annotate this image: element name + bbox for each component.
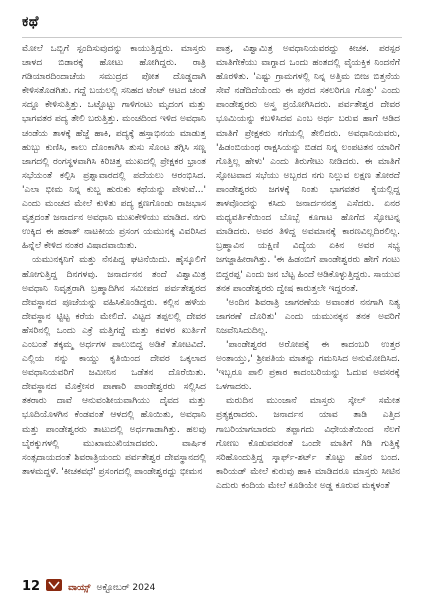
paragraph: ಮರುದಿನ ಮುಂಜಾನೆ ಮಾಸ್ತರು ಸ್ಕೇಲ್ ಸಮೇತ ಪ್ರತ್ಯಕ್ಷರಾದರು. ಜನಾರ್ದನ ಯಾವ ತಾಡಿ ಎತ್ತಿದ ಗಾಬರಿಯಾಗಬಾರದು ತಪ್ಪಾಗದು ವಿಧೇಯತೆಯಿಂದ ನೆಲಗೆ ಗೋಣು ಕೊಡುವವರಂತೆ ಒಂದೇ ಮಾತಿಗೆ ಗಿಡಿ ಗುತ್ತಿಕ್ಕೆ ಸರಿಹೊಂದುತ್ತಿದ್ದ ಸ್ಕಾರ್ಫ್-ಶರ್ಟ್ ತೊಟ್ಟು ಹೊರ ಬಂದ. ಕಾರಿಯಡ್ ಮೇಲೆ ಕುರುವು ಹಾಕಿ ಮಾಡಿದರೂ ಮಾಸ್ತರು ಸೀಟಿನ ಎದುರು ಕಂದಿಯ ಮೇಲೆ ಕೂಡಿಯೇ ಅಡ್ಡ ಕೂರುವ ಮಕ್ಕಳಂತೆ <box>216 396 400 491</box>
paragraph: 'ಅಂದಿನ ಶಿವರಾತ್ರಿ ಜಾಗರಣೆಯ ಅವಾಂತರ ನನಗಾಗಿ ನಿತ್ಯ ಜಾಗರಣೆ ದೊರಿತು' ಎಂದು ಯಮುನಕ್ಕನ ತನಕ ಅವರಿಗೆ ನಿಜವೆನಿಸಿದುದಿಲ್ಲ. <box>216 297 400 336</box>
right-column <box>216 42 400 562</box>
issue-date: ಅಕ್ಟೋಬರ್ 2024 <box>96 583 156 593</box>
page-number: 12 <box>22 579 41 594</box>
magazine-logo-icon <box>46 576 62 588</box>
paragraph: 'ಪಾಂಡೇಶ್ವರರ ಅರೋಪಕ್ಕೆ ಈ ಕಾದಂಬರಿ ಉತ್ತರ ಅಂತಾಯ್ತು,' ಶ್ರೀಪತಿಯ ಮಾತನ್ನು ಗಮನಿಸಿದ ಅನುಮೋದಿಸಿದ. 'ಇಬ್ಬರೂ ಪಾಲಿ ಪ್ರಕಾರ ಕಾದಂಬರಿಯನ್ನು ಓದುವ ಅವಸರಕ್ಕೆ ಒಳಗಾದರು. <box>216 339 400 393</box>
header-divider <box>22 37 402 38</box>
paragraph: ಪಾತ್ರ, ವಿಶ್ವಾಮಿತ್ರ ಅವಧಾನಿಯವರದ್ದು ಕೀಚಕ. ಪರಸ್ಪರ ಮಾತಿಗೇಕೆಯು ವಾಗ್ದಾದ ಒಂದು ಹಂತದಲ್ಲಿ ವೈಯಕ್ತಿಕ ನಿಂದನೆಗೆ ಹೊರಳಿತು. 'ಎಷ್ಟು ಗ್ರಾಮಗಳಲ್ಲಿ ನಿನ್ನ ಅತ್ತಿಮ ಬೀಜ ಬಿತ್ತನೆಯ ಸೇವೆ ನಡೆದಿದೆಯೆಂದು ಈ ಪುರದ ಸಕಲರಿಗೂ ಗೊತ್ತು' ಎಂದು ಪಾಂಡೇಶ್ವರರು ಅಸ್ತ್ರ ಪ್ರಯೋಗಿಸಿದರು. ಪರ್ವತೇಶ್ವರ ದೇವರ ಭೂಮಿಯನ್ನು ಕಬಳಿಸಿದವ ಎಂಬ ಅರ್ಥ ಬರುವ ಹಾಗೆ ಆಡಿದ ಮಾತಿಗೆ ಪ್ರೇಕ್ಷಕರು ನಗೆಯಲ್ಲಿ ತೇಲಿದರು. ಅವಧಾನಿಯವರು, 'ಹಿಡಂಬಿಯಂಥ ರಾಕ್ಷಸಿಯನ್ನು ಬಿಡದ ನಿನ್ನ ಲಂಪಟತನ ಯಾರಿಗೆ ಗೊತ್ತಿಲ್ಲ ಹೇಳು' ಎಂದು ತಿರುಗೇಟು ನೀಡಿದರು. ಈ ಮಾತಿಗೆ ಸ್ಫೋಟವಾದ ಸಭೆಯು ಅಬ್ಬರದ ನಗು ನಿಲ್ಲುವ ಲಕ್ಷಣ ತೋರದೆ ಪಾಂಡೇಶ್ವರರು ಜಗಳಕ್ಕೆ ನಿಂತು ಭಾಗವತರ ಕೈಯಲ್ಲಿದ್ದ ತಾಳವೊಂದನ್ನು ಕಸಿದು ಜನಾರ್ದನನತ್ತ ಎಸೆದರು. ಏನರ ಮಧ್ಯವರ್ತಿಕೆಯಿಂದ ಬೊಬ್ಬೆ ಕೂಗಾಟ ಹೊಗೆದ ಸ್ಫೋಟನ್ನ ಮಾಡಿದರು. ಅವರ ತಿಳಿದ್ದ ಅವಮಾನಕ್ಕೆ ಕಾರಣವಿಲ್ಲದಿರಲಿಲ್ಲ. ಬ್ರಹ್ಮಾವಿನ ಯಕ್ಷಿಣಿ ವಿದ್ಯೆಯ ಏಕಿನ ಅವರ ಸಭ್ಯ ಜಗಜ್ಜಾಹೀರಾಗಿತ್ತು. 'ಈ ಹಿಡಂಬಿಗೆ ಪಾಂಡೇಶ್ವರರು ಹೇಗೆ ಗಂಟು ಬಿದ್ದರಪ್ಪ' ಎಂದು ಜನ ಬೆಟ್ಟ ಹಿಂದೆ ಆಡಿಕೊಳ್ಳುತ್ತಿದ್ದರು. ಸಾಯುವ ತನಕ ಪಾಂಡೇಶ್ವರರು ದ್ವೇಷ ಕಾರುತ್ತಲೇ ಇದ್ದರಂತೆ. <box>216 44 400 294</box>
magazine-name: ವಾಯ್ಸ್ <box>68 583 91 593</box>
paragraph: ಮೋಲೆ ಒಬ್ಬಿಗೆ ಸ್ಪಂದಿಸುವುದನ್ನು ಕಾಯುತ್ತಿದ್ದರು. ಮಾಸ್ತರು ಚಾಳದ ಬಿಡಾರಕ್ಕೆ ಹೋಟು ಹೋಗಿದ್ದರು. ರಾತ್ರಿ ಗಡಿಯಾರದಿಂದಾಚೆಯ ಸಮುದ್ರದ ಪೋತ ದೊಡ್ಡದಾಗಿ ಕೇಳಿಸತೊಡಗಿತು. ಗದ್ದೆ ಬಯಲಲ್ಲಿ ಸನಿಹದ ಟೆಂಟ್ ಆಟದ ಚಂಡೆ ಸದ್ದೂ ಕೇಳಿಸುತ್ತಿತ್ತು. ಒಟ್ಟೊಟ್ಟು ಗಾಳಿಗಂಟು ಮೃದಂಗ ಮತ್ತು ಭಾಗವತರ ಪದ್ಯ ತೇಲಿ ಬರುತ್ತಿತ್ತು. ಮಂಚದಿಂದ ಇಳಿದ ಅವಧಾನಿ ಚಂಡೆಯ ತಾಳಕ್ಕೆ ಹೆಜ್ಜೆ ಹಾಕಿ, ಪದ್ಯಕ್ಕೆ ಹಸ್ತಾಭಿನಯ ಮಾಡುತ್ತ ಹುಬ್ಬು ಕುಣಿಸಿ, ಕಾಲು ದೊಂಕಾಗಿಸಿ ತುಸು ಸೊಂಟ ತಗ್ಗಿಸಿ ಸಣ್ಣ ಜಾಗದಲ್ಲಿ ರಂಗಸ್ಥಳವಾಗಿಸಿ ಕಿರಿಚಿತ್ತ ಮುಖದಲ್ಲಿ ಪ್ರೇಕ್ಷಕರ ಭ್ರಾಂತ ಸಭೆಯಂತೆ ಕಲ್ಪಿಸಿ ಪ್ರಶ್ನಾವಾರದಲ್ಲಿ ಪದೆಯಲು ಆರಂಭಿಸಿದ. 'ಎಲಾ ಭೀಮ ನಿನ್ನ ಕುಬ್ಜ ಹುರುಕು ಕಥೆಯನ್ನು ಪೇಳುವೆ...' ಎಂದು ಮಂಚದ ಮೇಲೆ ಕುಳಿತು ಪದ್ಯ ಕ್ಷಣಗೊಂಡು ರಾಜಭಾಸ ವೃತ್ತದಂತೆ ಜನಾರ್ದನ ಅವಧಾನಿ ಮುಖಕೇಳಿಯು ಮಾಡಿದ. ನಗು ಉಕ್ಕಿದ ಈ ಹಠಾತ್ ನಾಟಕೀಯ ಪ್ರಸಂಗ ಯಮುನಕ್ಕ ವಿವರಿಸಿದ ಹಿನ್ನೆಲೆ ಕೇಳಿದ ನಂತರ ವಿಷಾದವಾಯಿತು. <box>22 44 206 252</box>
paragraph: ಯಮುನಕ್ಕನಿಗೆ ಮತ್ತು ನೆನಪಿದ್ದ ಘಟನೆಯಿದು. ಹೈಸ್ಕೂಲಿಗೆ ಹೋಗುತ್ತಿದ್ದ ದಿನಗಳವು. ಜನಾರ್ದನನ ತಂದೆ ವಿಶ್ವಾಮಿತ್ರ ಅವಧಾನಿ ನಿವೃತ್ತರಾಗಿ ಬ್ರಹ್ಮಾದಿಗಿನ ಸಮೀಪದ ಪರ್ವತೇಶ್ವರದ ದೇವಸ್ಥಾನದ ಪೂಜೆಯನ್ನು ವಹಿಸಿಕೊಂಡಿದ್ದರು. ಕಲ್ಲಿನ ಹಳೆಯ ದೇವಸ್ಥಾನ ಟ್ಟಿಟ್ಟ ಕರೆಯ ಮೇಲಿದೆ. ವಿಟ್ಟದ ತಪ್ಪಲಲ್ಲಿ ದೇವರ ಹೆಸರಿನಲ್ಲಿ ಒಂದು ಎಕ್ರೆ ಮತ್ತಿಗದ್ದೆ ಮತ್ತು ಕವಳರ ಖುರ್ತಿಗೆ ಎಂಬಂತೆ ತಕ್ಕಮ್ಮ ಅರ್ಧಗಳ ಪಾಲುಬಿದ್ದ ಅಡಿಕೆ ತೋಟವಿದೆ. ಎಲ್ಲಿಯ ನನ್ನು ಕಾಯ್ದು ಕೃತಿಯಿಂದ ದೇವರ ಒಕ್ಕಲಾದ ಅವಧಾನಿಯವರಿಗೆ ಜಮೀನಿನ ಒಡೆತನ ದೊರೆಯಿತು. ದೇವಸ್ಥಾನದ ಮೊಕ್ತೇಸರ ಪಾಣಾರಿ ಪಾಂಡೇಶ್ವರರು ಸಲ್ಲಿಸಿದ ತಕರಾರು ದಾವೆ ಆನುವಂಶೀಯವಾಗಿಯು ದೈವದ ಮತ್ತು ಭೂದಿಯೊಳಗಿನ ಕೆಂಡವಂತೆ ಆಳದಲ್ಲಿ ಹೊಯಿತು, ಅವಧಾನಿ ಮತ್ತು ಪಾಂಡೇಶ್ವರರು ತಾಟುದಲ್ಲಿ ಅರ್ಧಗಾಡಾಗಿತ್ತು. ಹಲವು ಬೈಠಕ್ಕುಗಳಲ್ಲಿ ಮುಖಾಮುಖಿಯಾದವರು. ವಾರ್ಷಿಕ ಸಂತ್ಸದಾಯದಂತೆ ಶಿವರಾತ್ರಿಯಂದು ಪರ್ವತೇಶ್ವರ ದೇವಸ್ಥಾನದಲ್ಲಿ ತಾಳಮದ್ದಳೆ. 'ಕೀಚಕವಧೆ' ಪ್ರಸಂಗದಲ್ಲಿ ಪಾಂಡೇಶ್ವರದ್ದು ಭೀಮನ <box>22 255 206 477</box>
section-tag: ಕಥೆ <box>22 14 39 30</box>
page-header <box>22 14 402 36</box>
left-column <box>22 42 206 562</box>
page-footer <box>22 575 222 593</box>
